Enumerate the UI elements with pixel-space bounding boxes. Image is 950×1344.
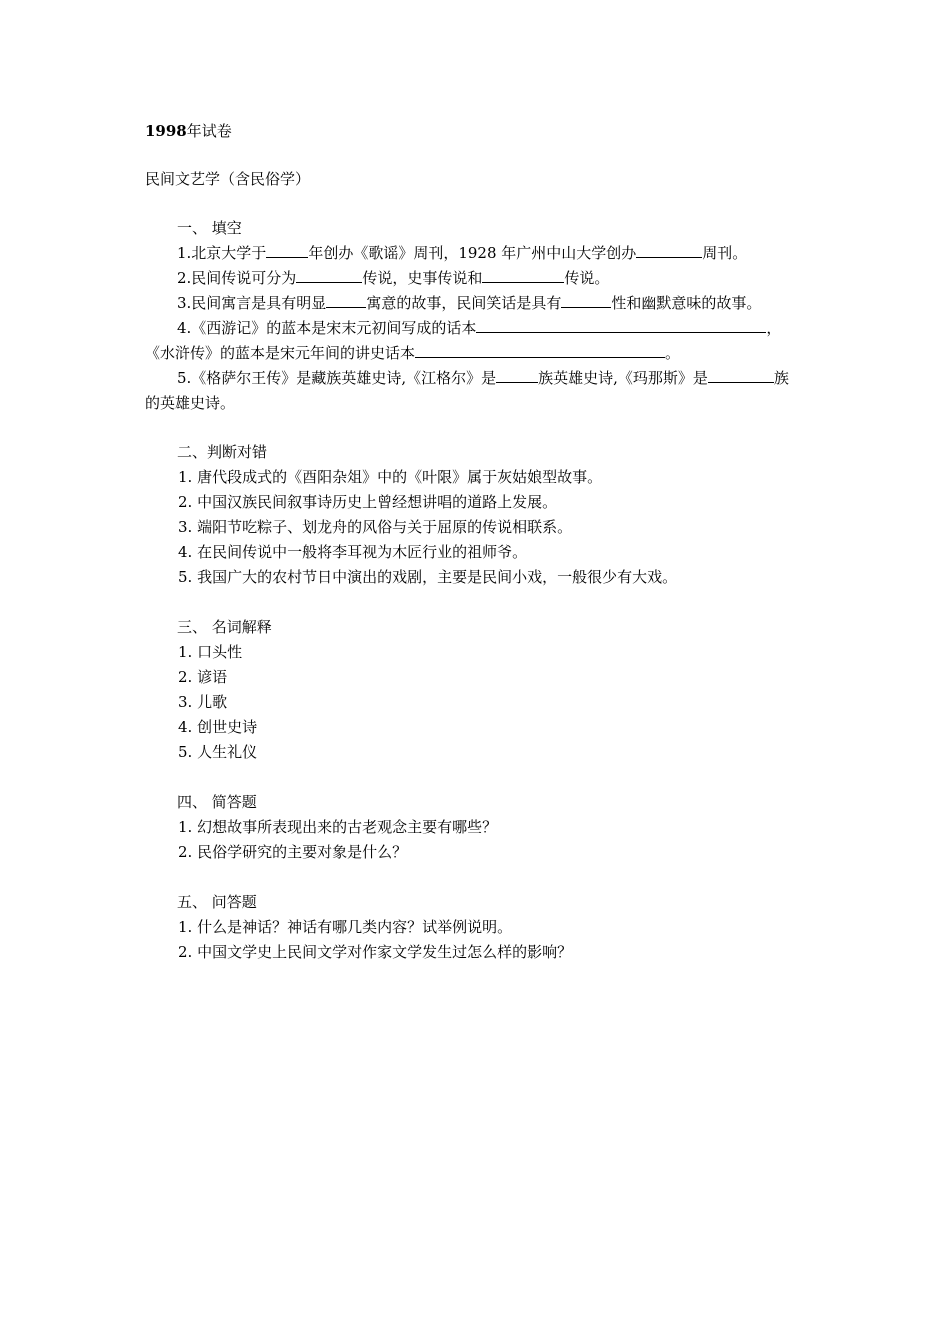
answer-blank[interactable] — [415, 343, 665, 358]
q5-part-c: 族 — [773, 369, 789, 387]
q4-part-c: 《水浒传》的蓝本是宋元年间的讲史话本 — [145, 344, 416, 362]
list-item: 2. 民俗学研究的主要对象是什么？ — [178, 843, 408, 861]
q4-part-a: 4.《西游记》的蓝本是宋末元初间写成的话本 — [177, 319, 477, 337]
fill-question-4-line-2 — [145, 343, 680, 363]
answer-blank[interactable] — [561, 293, 611, 308]
title-year: 1998 — [145, 122, 187, 140]
answer-blank[interactable] — [482, 268, 564, 283]
q3-part-c: 性和幽默意味的故事。 — [611, 294, 762, 312]
q2-part-b: 传说，史事传说和 — [362, 269, 483, 287]
answer-blank[interactable] — [296, 268, 362, 283]
fill-question-4-line-1 — [177, 318, 781, 338]
q3-part-b: 寓意的故事，民间笑话是具有 — [366, 294, 562, 312]
q1-part-c: 周刊。 — [702, 244, 748, 262]
q2-part-a: 2.民间传说可分为 — [177, 269, 297, 287]
answer-blank[interactable] — [326, 293, 366, 308]
answer-blank[interactable] — [476, 318, 766, 333]
answer-blank[interactable] — [636, 243, 702, 258]
section-5-heading: 五、 问答题 — [177, 893, 257, 911]
q3-part-a: 3.民间寓言是具有明显 — [177, 294, 327, 312]
list-item: 5. 人生礼仪 — [178, 743, 258, 761]
list-item: 1. 口头性 — [178, 643, 243, 661]
q5-part-b: 族英雄史诗,《玛那斯》是 — [538, 369, 708, 387]
fill-question-5-line-2: 的英雄史诗。 — [145, 394, 236, 412]
q1-part-b: 年创办《歌谣》周刊，1928 年广州中山大学创办 — [308, 244, 637, 262]
doc-title — [145, 121, 232, 141]
q1-part-a: 1.北京大学于 — [177, 244, 267, 262]
list-item: 4. 创世史诗 — [178, 718, 258, 736]
q2-part-c: 传说。 — [564, 269, 610, 287]
fill-question-3 — [177, 293, 761, 313]
list-item: 2. 中国文学史上民间文学对作家文学发生过怎么样的影响？ — [178, 943, 573, 961]
list-item: 1. 什么是神话？神话有哪几类内容？试举例说明。 — [178, 918, 513, 936]
answer-blank[interactable] — [496, 368, 538, 383]
q5-part-a: 5.《格萨尔王传》是藏族英雄史诗,《江格尔》是 — [177, 369, 497, 387]
answer-blank[interactable] — [708, 368, 774, 383]
list-item: 2. 中国汉族民间叙事诗历史上曾经想讲唱的道路上发展。 — [178, 493, 558, 511]
list-item: 1. 幻想故事所表现出来的古老观念主要有哪些？ — [178, 818, 498, 836]
subject-title: 民间文艺学（含民俗学） — [145, 170, 311, 188]
fill-question-2 — [177, 268, 609, 288]
fill-question-5-line-1 — [177, 368, 789, 388]
title-suffix: 年试卷 — [186, 122, 232, 140]
list-item: 3. 端阳节吃粽子、划龙舟的风俗与关于屈原的传说相联系。 — [178, 518, 573, 536]
list-item: 2. 谚语 — [178, 668, 228, 686]
list-item: 3. 儿歌 — [178, 693, 228, 711]
q4-part-b: ， — [766, 319, 782, 337]
list-item: 5. 我国广大的农村节日中演出的戏剧，主要是民间小戏，一般很少有大戏。 — [178, 568, 678, 586]
section-2-heading: 二、判断对错 — [177, 443, 268, 461]
section-3-heading: 三、 名词解释 — [177, 618, 272, 636]
section-4-heading: 四、 简答题 — [177, 793, 257, 811]
q4-part-d: 。 — [665, 344, 681, 362]
list-item: 4. 在民间传说中一般将李耳视为木匠行业的祖师爷。 — [178, 543, 528, 561]
fill-question-1 — [177, 243, 747, 263]
section-1-heading: 一、 填空 — [177, 219, 242, 237]
list-item: 1. 唐代段成式的《酉阳杂俎》中的《叶限》属于灰姑娘型故事。 — [178, 468, 603, 486]
answer-blank[interactable] — [266, 243, 308, 258]
